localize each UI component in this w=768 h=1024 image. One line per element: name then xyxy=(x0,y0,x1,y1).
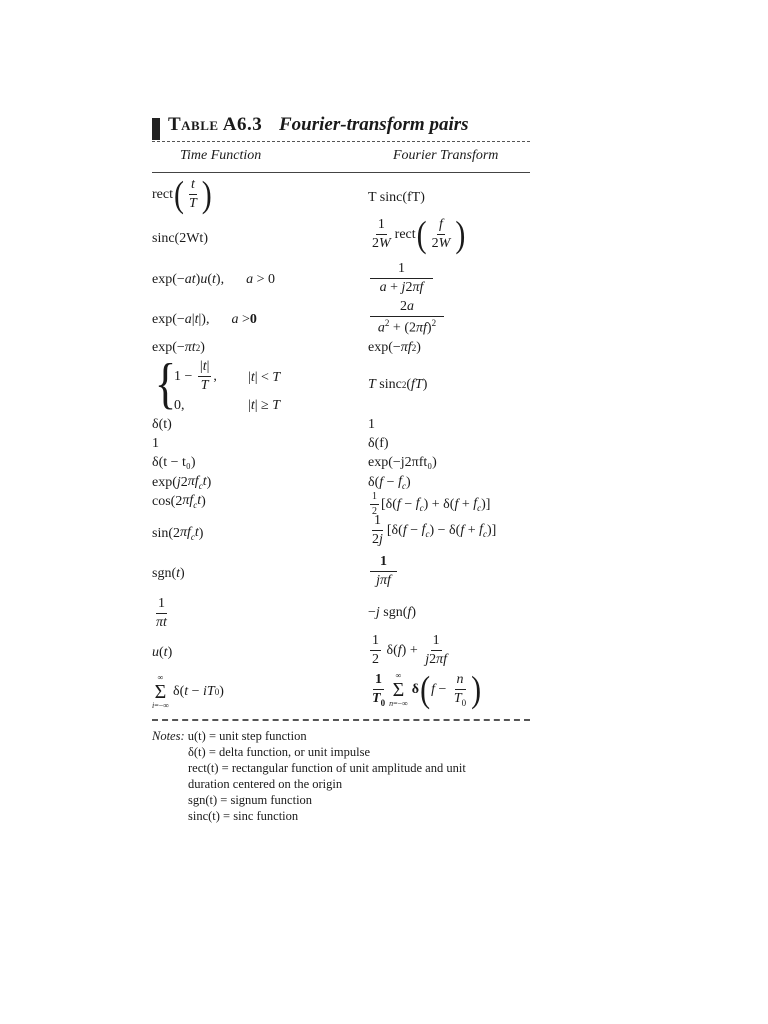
row-triangle-time: { 1 − $\frac{|t|}{T}$ , |t| < T 0, |t| ≥ T xyxy=(154,353,281,415)
row-comb-time: ∞ Σ i=−∞ δ( t − iT 0 ) xyxy=(152,673,224,710)
row-hilbert-time: $\frac{1}{\pi t}$ xyxy=(156,596,167,630)
row-gauss-time: exp(− πt 2 ) xyxy=(152,340,205,355)
row-cos-fourier: $\frac{1}{2}$ [δ( f − $f_c$ ) + δ( f + $f_c$ )] xyxy=(372,491,491,517)
left-brace-symbol: { xyxy=(154,353,177,415)
note-unit-step: u(t) = unit step function xyxy=(187,729,307,743)
row-sin-time: sin(2 $\pi f_ct$ ) xyxy=(152,525,204,542)
table-notes xyxy=(152,728,466,824)
row-const-time: 1 xyxy=(152,436,159,451)
note-rect: rect(t) = rectangular function of unit amplitude and unit xyxy=(188,761,466,775)
row-delta-fourier: 1 xyxy=(368,417,375,432)
table-bottom-rule xyxy=(152,719,530,721)
row-comb-fourier: $\frac{1}{T_0}$ ∞ Σ n=−∞ δ ( f − $\frac{n}{T_0}$ ) xyxy=(372,668,482,710)
table-number: Table A6.3 xyxy=(168,114,263,135)
row-rect-time: rect ( $\frac{t}{T}$ ) xyxy=(152,173,212,215)
row-exp-at-fourier: $\frac{1}{a + j2\pi f}$ xyxy=(368,262,435,295)
row-sin-fourier: $\frac{1}{2j}$ [δ( f − $f_c$ ) − δ( f + $f_c$ )] xyxy=(372,513,497,547)
row-delta-time: δ(t) xyxy=(152,417,172,432)
title-rule xyxy=(152,141,530,142)
row-shift-fourier: exp(−j2πft₀) xyxy=(368,455,437,470)
note-sinc: sinc(t) = sinc function xyxy=(188,809,299,823)
notes-line-1 xyxy=(152,728,466,744)
row-exp-at-time: exp(− at ) u ( t ), a > 0 xyxy=(152,272,275,287)
row-const-fourier: δ(f) xyxy=(368,436,389,451)
row-sinc-fourier: $\frac{1}{2W}$ rect ( $\frac{f}{2W}$ ) xyxy=(372,213,466,255)
row-sgn-time: sgn( t ) xyxy=(152,566,185,581)
row-sinc-time: sinc(2Wt) xyxy=(152,231,208,246)
note-sgn: sgn(t) = signum function xyxy=(188,793,313,807)
header-fourier-transform: Fourier Transform xyxy=(393,148,499,163)
row-hilbert-fourier: − j sgn( f ) xyxy=(368,605,416,620)
row-shift-time: δ(t − t₀) xyxy=(152,455,196,470)
row-step-time: u ( t ) xyxy=(152,645,173,660)
notes-label: Notes: xyxy=(152,729,185,743)
row-triangle-fourier: T sinc 2 ( fT ) xyxy=(368,377,428,392)
row-exp-abs-fourier: $\frac{2a}{a^2 + (2\pi f)^2}$ xyxy=(368,300,446,336)
row-sgn-fourier: $\frac{1}{\text{jπf}}$ xyxy=(368,555,399,588)
table-title xyxy=(168,114,469,136)
row-step-fourier: $\frac{1}{2}$ δ( f ) + $\frac{1}{j2\pi f}$ xyxy=(372,633,448,667)
header-time-function: Time Function xyxy=(180,148,262,163)
note-delta: δ(t) = delta function, or unit impulse xyxy=(188,745,371,759)
row-cos-time: cos(2 $\pi f_ct$ ) xyxy=(152,493,206,510)
note-rect-cont: duration centered on the origin xyxy=(188,777,343,791)
row-cexp-fourier: δ( f − $f_c$ ) xyxy=(368,474,411,491)
row-cexp-time: exp( j 2 $\pi f_ct$ ) xyxy=(152,474,212,491)
title-marker-bar xyxy=(152,118,160,140)
table-caption: Fourier-transform pairs xyxy=(279,114,469,135)
row-exp-abs-time: exp(− a | t |), a > 0 xyxy=(152,312,257,327)
row-rect-fourier: T sinc(fT) xyxy=(368,190,425,205)
row-gauss-fourier: exp(− πf 2 ) xyxy=(368,340,421,355)
